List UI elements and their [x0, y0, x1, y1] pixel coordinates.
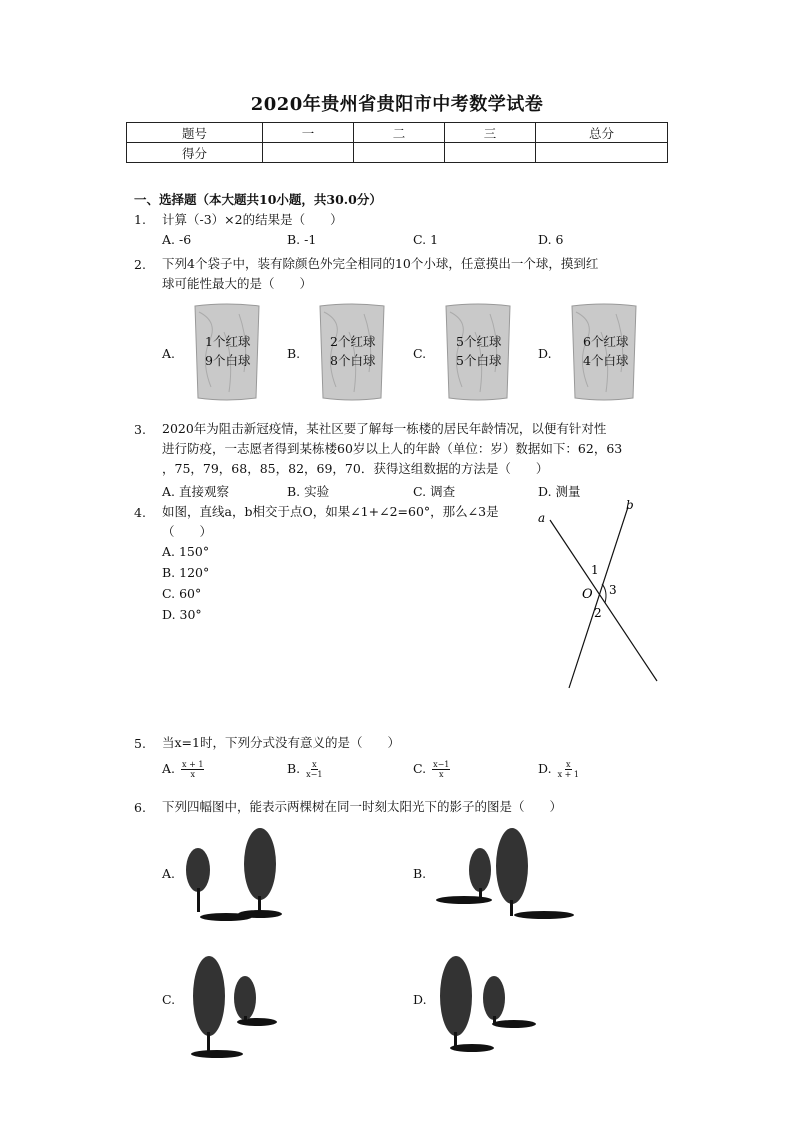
- question-text: 下列四幅图中，能表示两棵树在同一时刻太阳光下的影子的图是（ ）: [162, 799, 563, 814]
- fraction: [306, 760, 322, 779]
- option-c: C.: [162, 992, 176, 1007]
- bag-label-white: 5个白球: [456, 353, 502, 368]
- fraction-denominator: x: [190, 770, 195, 779]
- option-b: B. 120°: [162, 565, 210, 580]
- fraction-denominator: x: [438, 770, 444, 779]
- question-text: 计算（-3）×2的结果是（ ）: [162, 212, 343, 227]
- option-c: C. 60°: [162, 586, 202, 601]
- score-header-cell: 一: [263, 123, 354, 143]
- option-c: C. 调查: [413, 484, 456, 499]
- score-cell: [263, 143, 354, 163]
- option-a: A. -6: [162, 232, 192, 247]
- option-a: A.: [162, 346, 176, 361]
- question-text: （ ）: [162, 524, 213, 539]
- option-c: [413, 760, 450, 779]
- bag-label-red: 2个红球: [330, 334, 376, 349]
- option-c: C.: [413, 346, 427, 361]
- question-text: 进行防疫，一志愿者得到某栋楼60岁以上人的年龄（单位：岁）数据如下：62，63: [162, 441, 623, 456]
- fraction-denominator: x−1: [306, 770, 323, 779]
- option-d: [538, 760, 579, 779]
- question-number: 6.: [134, 800, 146, 815]
- option-a: [162, 760, 204, 779]
- fraction: [181, 760, 204, 779]
- label-b: b: [626, 498, 634, 512]
- option-d: D. 30°: [162, 607, 202, 622]
- question-text: 当x=1时，下列分式没有意义的是（ ）: [162, 735, 400, 750]
- option-a: A.: [162, 866, 176, 881]
- score-header-cell: 二: [354, 123, 445, 143]
- intersecting-lines-figure: [530, 495, 670, 695]
- option-letter: A.: [162, 761, 176, 776]
- question-number: 1.: [134, 212, 146, 227]
- option-a: A. 直接观察: [162, 484, 229, 499]
- score-table: [126, 122, 668, 163]
- question-text: ，75，79，68，85，82，69，70．获得这组数据的方法是（ ）: [162, 461, 549, 476]
- question-text: 下列4个袋子中，装有除颜色外完全相同的10个小球，任意摸出一个球，摸到红: [162, 256, 599, 271]
- option-b: B. 实验: [287, 484, 330, 499]
- score-table-header-row: [127, 123, 668, 143]
- option-b: B. -1: [287, 232, 317, 247]
- label-o: O: [582, 587, 593, 602]
- bag-label-red: 1个红球: [205, 334, 251, 349]
- fraction-numerator: x: [312, 760, 317, 769]
- score-cell: [536, 143, 668, 163]
- fraction-numerator: x + 1: [182, 760, 204, 769]
- line-b: [569, 507, 628, 688]
- tree-figure-c: [185, 948, 295, 1063]
- option-d: D.: [538, 346, 552, 361]
- question-number: 5.: [134, 736, 146, 751]
- question-number: 2.: [134, 257, 146, 272]
- bag-label-white: 4个白球: [583, 353, 629, 368]
- option-d: D.: [413, 992, 427, 1007]
- option-letter: B.: [287, 761, 301, 776]
- score-row-label: 得分: [127, 143, 263, 163]
- bag-label-red: 6个红球: [583, 334, 629, 349]
- tree-figure-b: [436, 822, 576, 932]
- label-angle-1: 1: [591, 563, 599, 577]
- tree-figure-a: [182, 822, 292, 932]
- question-number: 3.: [134, 422, 146, 437]
- section-heading: 一、选择题（本大题共10小题，共30.0分）: [134, 192, 382, 207]
- tree-figure-d: [434, 948, 544, 1063]
- score-header-cell: 题号: [127, 123, 263, 143]
- option-letter: C.: [413, 761, 427, 776]
- bag-label-white: 8个白球: [330, 353, 376, 368]
- fraction: [432, 760, 450, 779]
- option-b: [287, 760, 322, 779]
- option-a: A. 150°: [162, 544, 210, 559]
- fraction-numerator: x: [566, 760, 571, 769]
- option-letter: D.: [538, 761, 552, 776]
- option-c: C. 1: [413, 232, 439, 247]
- option-b: B.: [287, 346, 301, 361]
- question-number: 4.: [134, 505, 146, 520]
- question-text: 如图，直线a，b相交于点O，如果∠1+∠2=60°，那么∠3是: [162, 504, 499, 519]
- label-angle-3: 3: [609, 583, 617, 597]
- page-title: 2020年贵州省贵阳市中考数学试卷: [250, 94, 544, 115]
- label-angle-2: 2: [594, 606, 602, 620]
- bag-label-white: 9个白球: [205, 353, 251, 368]
- fraction: [558, 760, 579, 779]
- question-text: 球可能性最大的是（ ）: [162, 276, 313, 291]
- option-d: D. 6: [538, 232, 564, 247]
- score-table-row: [127, 143, 668, 163]
- label-a: a: [538, 511, 546, 525]
- score-cell: [354, 143, 445, 163]
- option-d: D. 测量: [538, 484, 581, 499]
- score-header-cell: 三: [445, 123, 536, 143]
- score-cell: [445, 143, 536, 163]
- question-text: 2020年为阻击新冠疫情，某社区要了解每一栋楼的居民年龄情况，以便有针对性: [162, 421, 607, 436]
- fraction-denominator: x + 1: [557, 770, 579, 779]
- fraction-numerator: x−1: [433, 760, 450, 769]
- option-b: B.: [413, 866, 427, 881]
- line-a: [550, 520, 657, 681]
- bag-label-red: 5个红球: [456, 334, 502, 349]
- score-header-cell: 总分: [536, 123, 668, 143]
